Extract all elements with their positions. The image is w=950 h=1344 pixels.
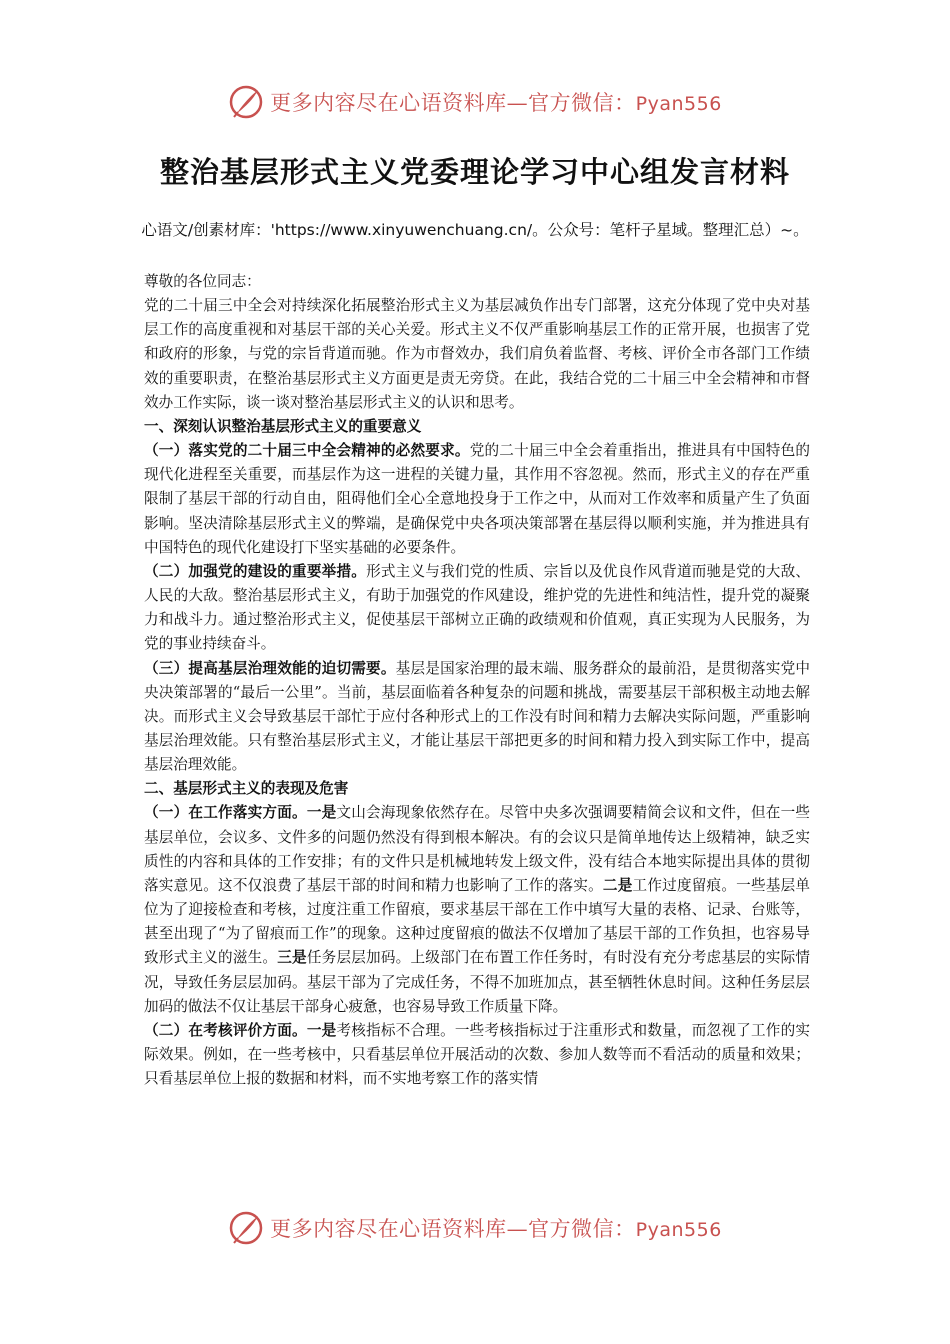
wechat-id: Pyan556: [635, 1219, 722, 1241]
greeting: 尊敬的各位同志：: [144, 273, 261, 290]
document-title: 整治基层形式主义党委理论学习中心组发言材料: [159, 155, 790, 189]
section-1-heading: 一、深刻认识整治基层形式主义的重要意义: [144, 417, 422, 435]
paragraph-lead: （一）在工作落实方面。: [144, 804, 307, 822]
quill-logo-icon: [228, 1210, 264, 1246]
quill-logo-icon: [228, 84, 264, 120]
section-1-paragraph-1: （一）落实党的二十届三中全会精神的必然要求。党的二十届三中全会着重指出，推进具有中国特色的现代化进程至关重要，而基层作为这一进程的关键力量，其作用不容忽视。然而，形式主义的存在严重限制了基层干部的行动自由，阻碍他们全心全意地投身于工作之中，从而对工作效率和质量产生了负面影响。坚决清除基层形式主义的弊端，是确保党中央各项决策部署在基层得以顺利实施，并为推进具有中国特色的现代化建设打下坚实基础的必要条件。: [144, 442, 810, 556]
document-body: [144, 270, 810, 1091]
paragraph-lead: （一）落实党的二十届三中全会精神的必然要求。: [144, 442, 470, 460]
header-banner: [0, 84, 950, 120]
paragraph-lead: （三）提高基层治理效能的迫切需要。: [144, 659, 396, 677]
section-2-heading: 二、基层形式主义的表现及危害: [144, 780, 349, 798]
source-note: 心语文/创素材库：'https://www.xinyuwenchuang.cn/。公众号：笔杆子星域。整理汇总）~。: [141, 221, 809, 239]
section-2-paragraph-1: （一）在工作落实方面。一是文山会海现象依然存在。尽管中央多次强调要精简会议和文件，但在一些基层单位，会议多、文件多的问题仍然没有得到根本解决。有的会议只是简单地传达上级精神，缺乏实质性的内容和具体的工作安排；有的文件只是机械地转发上级文件，没有结合本地实际提出具体的贯彻落实意见。这不仅浪费了基层干部的时间和精力也影响了工作的落实。二是工作过度留痕。一些基层单位为了迎接检查和考核，过度注重工作留痕，要求基层干部在工作中填写大量的表格、记录、台账等，甚至出现了“为了留痕而工作”的现象。这种过度留痕的做法不仅增加了基层干部的工作负担，也容易导致形式主义的滋生。三是任务层层加码。上级部门在布置工作任务时，有时没有充分考虑基层的实际情况，导致任务层层加码。基层干部为了完成任务，不得不加班加点，甚至牺牲休息时间。这种任务层层加码的做法不仅让基层干部身心疲惫，也容易导致工作质量下降。: [144, 804, 810, 1015]
paragraph-lead: （二）在考核评价方面。: [144, 1021, 307, 1039]
banner-text: 更多内容尽在心语资料库—官方微信：Pyan556: [270, 91, 722, 115]
banner-text: 更多内容尽在心语资料库—官方微信：Pyan556: [270, 1217, 722, 1241]
intro-paragraph: 党的二十届三中全会对持续深化拓展整治形式主义为基层减负作出专门部署，这充分体现了党中央对基层工作的高度重视和对基层干部的关心关爱。形式主义不仅严重影响基层工作的正常开展，也损害了党和政府的形象，与党的宗旨背道而驰。作为市督效办，我们肩负着监督、考核、评价全市各部门工作绩效的重要职责，在整治基层形式主义方面更是责无旁贷。在此，我结合党的二十届三中全会精神和市督效办工作实际，谈一谈对整治基层形式主义的认识和思考。: [144, 297, 810, 411]
section-1-paragraph-3: （三）提高基层治理效能的迫切需要。基层是国家治理的最末端、服务群众的最前沿，是贯彻落实党中央决策部署的“最后一公里”。当前，基层面临着各种复杂的问题和挑战，需要基层干部积极主动地去解决。而形式主义会导致基层干部忙于应付各种形式上的工作没有时间和精力去解决实际问题，严重影响基层治理效能。只有整治基层形式主义，才能让基层干部把更多的时间和精力投入到实际工作中，提高基层治理效能。: [144, 659, 810, 774]
section-1-paragraph-2: （二）加强党的建设的重要举措。形式主义与我们党的性质、宗旨以及优良作风背道而驰是党的大敌、人民的大敌。整治基层形式主义，有助于加强党的作风建设，维护党的先进性和纯洁性，提升党的凝聚力和战斗力。通过整治形式主义，促使基层干部树立正确的政绩观和价值观，真正实现为人民服务，为党的事业持续奋斗。: [144, 562, 810, 653]
section-2-paragraph-2: （二）在考核评价方面。一是考核指标不合理。一些考核指标过于注重形式和数量，而忽视了工作的实际效果。例如，在一些考核中，只看基层单位开展活动的次数、参加人数等而不看活动的质量和效果；只看基层单位上报的数据和材料，而不实地考察工作的落实情: [144, 1021, 810, 1088]
wechat-id: Pyan556: [635, 93, 722, 115]
paragraph-lead: （二）加强党的建设的重要举措。: [144, 562, 367, 580]
footer-banner: [0, 1210, 950, 1246]
